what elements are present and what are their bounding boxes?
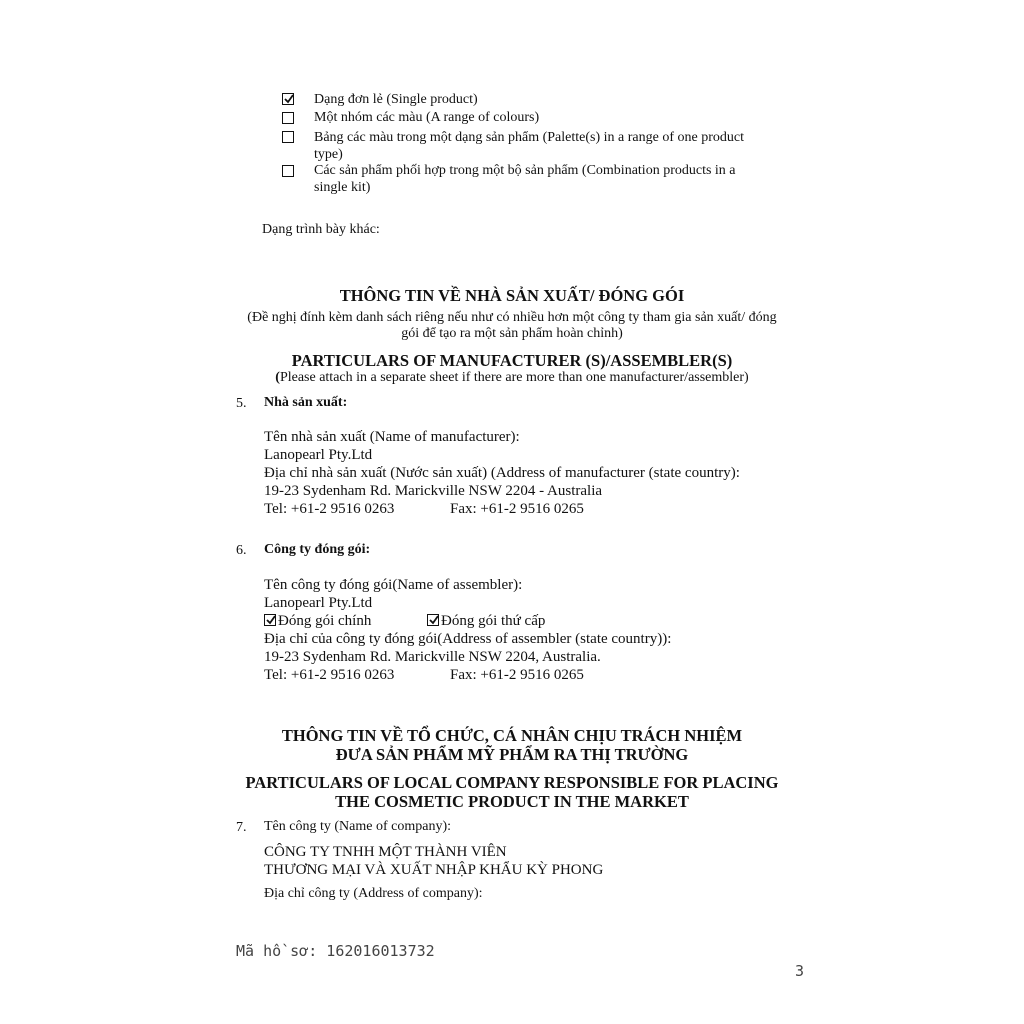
checkbox-range-of-colours[interactable] <box>282 112 294 124</box>
manufacturer-title-en: PARTICULARS OF MANUFACTURER (S)/ASSEMBLER(S) <box>291 351 733 370</box>
manufacturer-note-en <box>0 370 1024 386</box>
company-name-line2: THƯƠNG MẠI VÀ XUẤT NHẬP KHẨU KỲ PHONG <box>264 862 604 878</box>
item5-number: 5. <box>236 396 247 411</box>
file-code: Mã hồ sơ: 162016013732 <box>236 942 435 960</box>
company-name-line1: CÔNG TY TNHH MỘT THÀNH VIÊN <box>264 844 507 860</box>
assembler-address-label: Địa chỉ của công ty đóng gói(Address of assembler (state country)): <box>264 631 672 647</box>
local-title-en-1: PARTICULARS OF LOCAL COMPANY RESPONSIBLE FOR PLACING <box>245 773 779 792</box>
checkbox-combination-products[interactable] <box>282 165 294 177</box>
item6-number: 6. <box>236 543 247 558</box>
page-number: 3 <box>795 962 805 980</box>
company-address-label: Địa chỉ công ty (Address of company): <box>264 886 483 901</box>
option-label: Dạng đơn lẻ (Single product) <box>314 92 478 107</box>
option-label: Bảng các màu trong một dạng sản phẩm (Palette(s) in a range of one product <box>314 130 744 145</box>
checkbox-primary-packaging[interactable] <box>264 614 276 626</box>
manufacturer-fax: Fax: +61-2 9516 0265 <box>450 501 584 517</box>
manufacturer-note-vi-2: gói để tạo ra một sản phẩm hoàn chỉnh) <box>401 326 623 341</box>
assembler-name-label: Tên công ty đóng gói(Name of assembler): <box>264 577 523 593</box>
item6-heading: Công ty đóng gói: <box>264 542 371 557</box>
option-label-cont: single kit) <box>314 180 371 195</box>
checkbox-palette[interactable] <box>282 131 294 143</box>
manufacturer-title-vi: THÔNG TIN VỀ NHÀ SẢN XUẤT/ ĐÓNG GÓI <box>339 286 685 305</box>
primary-packaging-label: Đóng gói chính <box>278 613 372 629</box>
note-en-paren: ( <box>275 370 280 385</box>
manufacturer-tel: Tel: +61-2 9516 0263 <box>264 501 395 517</box>
manufacturer-address-value: 19-23 Sydenham Rd. Marickville NSW 2204 - Australia <box>264 483 603 499</box>
local-title-vi-1: THÔNG TIN VỀ TỔ CHỨC, CÁ NHÂN CHỊU TRÁCH NHIỆM <box>281 726 743 745</box>
manufacturer-note-vi-1: (Đề nghị đính kèm danh sách riêng nếu như có nhiều hơn một công ty tham gia sản xuất/ đóng <box>247 310 777 325</box>
secondary-packaging-option <box>427 612 545 630</box>
manufacturer-name-label: Tên nhà sản xuất (Name of manufacturer): <box>264 429 520 445</box>
option-label: Các sản phẩm phối hợp trong một bộ sản phẩm (Combination products in a <box>314 163 736 178</box>
option-label: Một nhóm các màu (A range of colours) <box>314 110 540 125</box>
checkbox-secondary-packaging[interactable] <box>427 614 439 626</box>
assembler-tel: Tel: +61-2 9516 0263 <box>264 667 395 683</box>
manufacturer-address-label: Địa chỉ nhà sản xuất (Nước sản xuất) (Address of manufacturer (state country): <box>264 465 740 481</box>
assembler-fax: Fax: +61-2 9516 0265 <box>450 667 584 683</box>
company-name-label: Tên công ty (Name of company): <box>264 819 451 834</box>
other-presentation-label: Dạng trình bày khác: <box>262 222 380 237</box>
assembler-name-value: Lanopearl Pty.Ltd <box>264 595 373 611</box>
local-title-vi-2: ĐƯA SẢN PHẨM MỸ PHẨM RA THỊ TRƯỜNG <box>335 745 689 764</box>
primary-packaging-option <box>264 612 371 630</box>
secondary-packaging-label: Đóng gói thứ cấp <box>441 613 546 629</box>
item5-heading: Nhà sản xuất: <box>264 395 348 410</box>
manufacturer-name-value: Lanopearl Pty.Ltd <box>264 447 373 463</box>
local-title-en-2: THE COSMETIC PRODUCT IN THE MARKET <box>335 792 689 811</box>
assembler-address-value: 19-23 Sydenham Rd. Marickville NSW 2204, Australia. <box>264 649 601 665</box>
note-en-text: Please attach in a separate sheet if there are more than one manufacturer/assembler) <box>279 370 749 385</box>
item7-number: 7. <box>236 820 247 835</box>
checkbox-single-product[interactable] <box>282 93 294 105</box>
option-label-cont: type) <box>314 147 343 162</box>
